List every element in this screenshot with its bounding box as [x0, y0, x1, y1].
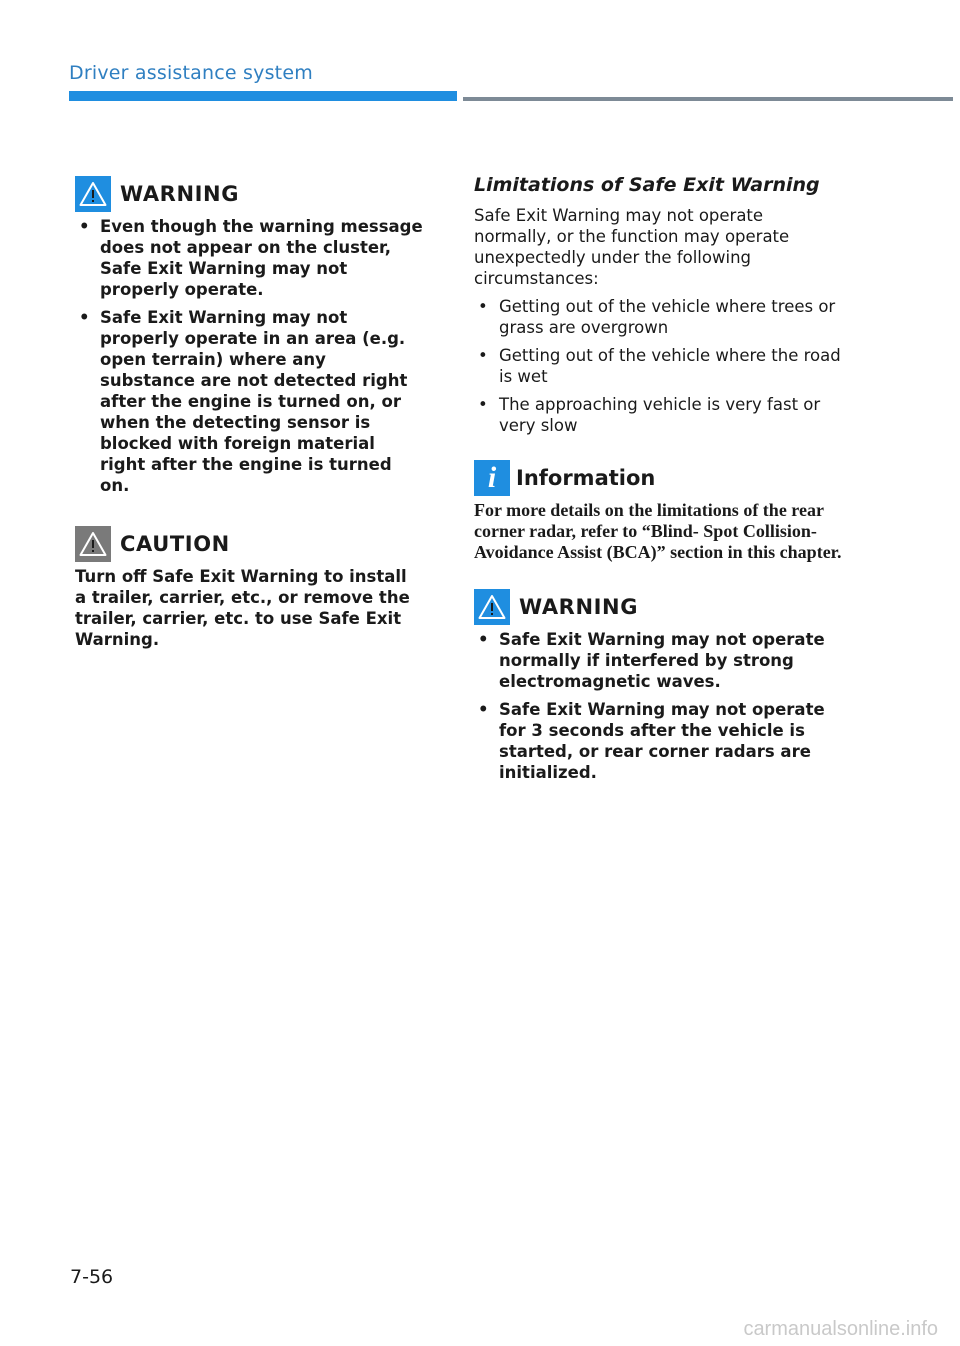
warning-label: WARNING — [519, 595, 639, 619]
warning-list — [75, 216, 423, 496]
page-number: 7-56 — [70, 1266, 114, 1288]
list-item: • Getting out of the vehicle where the road is wet — [474, 345, 844, 387]
limitations-list — [474, 296, 844, 436]
warning-list — [474, 629, 844, 783]
list-item: • Safe Exit Warning may not operate normally if interfered by strong electromagnetic waves. — [474, 629, 844, 692]
caution-text: Turn off Safe Exit Warning to install a trailer, carrier, etc., or remove the trailer, carrier, etc. to use Safe Exit Warning. — [75, 567, 410, 649]
warning-triangle-icon — [75, 176, 111, 212]
warning-label: WARNING — [120, 182, 240, 206]
warning-triangle-icon — [474, 589, 510, 625]
page-header-title: Driver assistance system — [69, 62, 313, 84]
section-title: Limitations of Safe Exit Warning — [474, 174, 820, 196]
warning-notice-2 — [474, 589, 844, 783]
caution-triangle-icon — [75, 526, 111, 562]
caution-label: CAUTION — [120, 532, 230, 556]
list-item: • Safe Exit Warning may not properly operate in an area (e.g. open terrain) where any substance are not detected right after the engine is turned on, or when the detecting sensor is blocked with foreign material right after the engine is turned on. — [75, 307, 423, 496]
limitations-section — [474, 174, 844, 436]
left-column — [75, 176, 423, 650]
caution-notice — [75, 526, 423, 650]
header-rule-blue — [69, 91, 457, 101]
list-item: • The approaching vehicle is very fast or very slow — [474, 394, 844, 436]
caution-header — [75, 526, 423, 562]
list-item: • Even though the warning message does not appear on the cluster, Safe Exit Warning may not properly operate. — [75, 216, 423, 300]
warning-notice-1 — [75, 176, 423, 496]
list-item: • Getting out of the vehicle where trees or grass are overgrown — [474, 296, 844, 338]
watermark: carmanualsonline.info — [743, 1318, 938, 1340]
information-label: Information — [516, 466, 656, 490]
info-icon: i — [474, 460, 510, 496]
information-text: For more details on the limitations of the rear corner radar, refer to “Blind- Spot Collision-Avoidance Assist (BCA)” section in this chapter. — [474, 500, 842, 562]
header-rule-grey — [463, 97, 953, 101]
information-notice — [474, 460, 844, 563]
right-column — [474, 174, 844, 790]
warning-header — [474, 589, 844, 625]
warning-header — [75, 176, 423, 212]
list-item: • Safe Exit Warning may not operate for 3 seconds after the vehicle is started, or rear corner radars are initialized. — [474, 699, 844, 783]
information-header — [474, 460, 844, 496]
section-intro: Safe Exit Warning may not operate normally, or the function may operate unexpectedly under the following circumstances: — [474, 206, 790, 288]
